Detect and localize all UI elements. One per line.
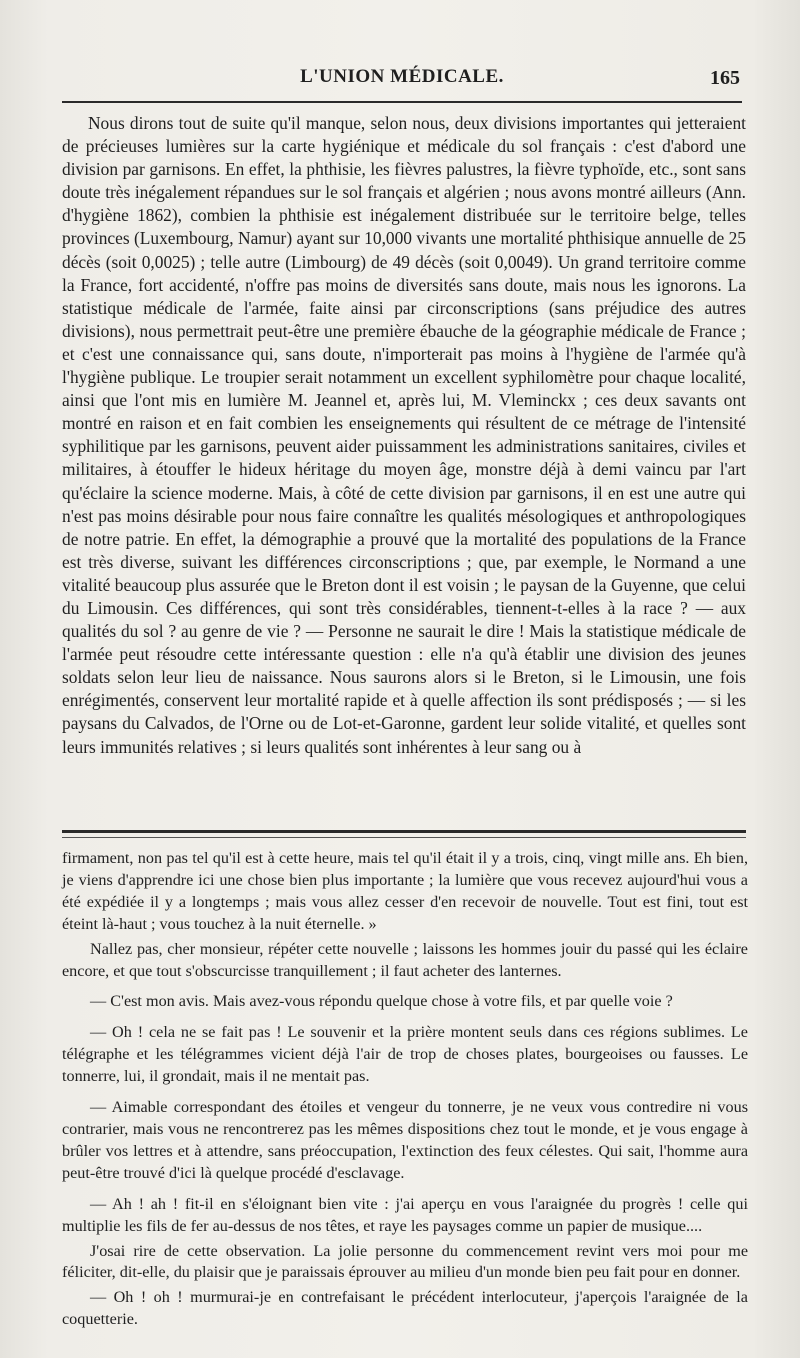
feuilleton-paragraph: — C'est mon avis. Mais avez-vous répondu quelque chose à votre fils, et par quelle voie ? [90, 992, 673, 1011]
feuilleton-rule-thin [62, 837, 746, 838]
article-paragraph: Nous dirons tout de suite qu'il manque, selon nous, deux divisions importantes qui jetteraient de précieuses lumières sur la carte hygiénique et médicale du sol français : c'est d'abord une division par garnisons. En effet, la phthisie, les fièvres palustres, la fièvre typhoïde, etc., sont sans doute très inégalement répandues sur le sol français et algérien ; nous avons montré ailleurs (Ann. d'hygiène 1862), combien la phthisie est inégalement distribuée sur le territoire belge, telles provinces (Luxembourg, Namur) ayant sur 10,000 vivants une mortalité phthisique annuelle de 25 décès (soit 0,0025) ; telle autre (Limbourg) de 49 décès (soit 0,0049). Un grand territoire comme la France, fort accidenté, n'offre pas moins de diversités sans doute, mais nous les ignorons. La statistique médicale de l'armée, faite ainsi par circonscriptions (sans préjudice des autres divisions), nous permettrait peut-être une première ébauche de la géographie médicale de France ; et c'est une connaissance qui, sans doute, n'importerait pas moins à l'hygiène de l'armée qu'à l'hygiène publique. Le troupier serait notamment un excellent syphilomètre pour chaque localité, ainsi que l'ont mis en lumière M. Jeannel et, après lui, M. Vleminckx ; ces deux savants ont montré en raison et en fait combien les enseignements qui résultent de ce métrage de l'intensité syphilitique par les garnisons, peuvent aider puissamment les administrations sanitaires, civiles et militaires, à étouffer le hideux héritage du moyen âge, monstre déjà à demi vaincu par l'art qu'éclaire la science moderne. Mais, à côté de cette division par garnisons, il en est une autre qui n'est pas moins désirable pour nous faire connaître les qualités mésologiques et anthropologiques de notre patrie. En effet, la démographie a prouvé que la mortalité des populations de la France est très diverse, suivant les différences circonscriptions ; que, par exemple, le Normand a une vitalité beaucoup plus assurée que le Breton dont il est voisin ; le paysan de la Guyenne, que celui du Limousin. Ces différences, qui sont très considérables, tiennent-t-elles à la race ? — aux qualités du sol ? au genre de vie ? — Personne ne saurait le dire ! Mais la statistique médicale de l'armée peut résoudre cette intéressante question : elle n'a qu'à établir une division des jeunes soldats selon leur lieu de naissance. Nous saurons alors si le Breton, si le Limousin, une fois enrégimentés, conservent leur mortalité rapide et à quelle affection ils sont prédisposés ; — si les paysans du Calvados, de l'Orne ou de Lot-et-Garonne, gardent leur solide vitalité, et quelles sont leurs immunités relatives ; si leurs qualités sont inhérentes à leur sang ou à [62, 113, 746, 757]
feuilleton-paragraph: — Ah ! ah ! fit-il en s'éloignant bien vite : j'ai aperçu en vous l'araignée du progrès ! celle qui multiplie les fils de fer au-dessus de nos têtes, et raye les paysages comme un papier de musique.... [62, 1194, 748, 1235]
feuilleton-paragraph: — Aimable correspondant des étoiles et vengeur du tonnerre, je ne veux vous contredire ni vous contrarier, mais vous ne rencontrerez pas les mêmes dispositions chez tout le monde, et je vous engage à brûler vos lettres et à attendre, sans préoccupation, l'extinction des feux célestes. Qui sait, l'homme aura peut-être trouvé d'ici là quelque procédé d'esclavage. [62, 1098, 748, 1182]
header-rule [62, 101, 742, 103]
feuilleton-paragraph: Nallez pas, cher monsieur, répéter cette nouvelle ; laissons les hommes jouir du passé qui les éclaire encore, et que tout s'obscurcisse tranquillement ; il faut acheter des lanternes. [62, 939, 748, 980]
feuilleton-paragraph: — Oh ! cela ne se fait pas ! Le souvenir et la prière montent seuls dans ces régions sublimes. Le télégraphe et les télégrammes vicient déjà l'air de trop de choses plates, bourgeoises ou fausses. Le tonnerre, lui, il grondait, mais il ne mentait pas. [62, 1023, 748, 1086]
main-article [62, 112, 746, 759]
page-number: 165 [710, 67, 740, 89]
feuilleton-section [62, 848, 748, 1334]
page-header [62, 66, 742, 96]
feuilleton-rule-thick [62, 830, 746, 833]
feuilleton-paragraph: — Oh ! oh ! murmurai-je en contrefaisant le précédent interlocuteur, j'aperçois l'araignée de la coquetterie. [62, 1288, 748, 1329]
feuilleton-paragraph: J'osai rire de cette observation. La jolie personne du commencement revint vers moi pour me féliciter, dit-elle, du plaisir que je paraissais éprouver au milieu d'un monde bien peu fait pour en donner. [62, 1241, 748, 1282]
feuilleton-paragraph: firmament, non pas tel qu'il est à cette heure, mais tel qu'il était il y a trois, cinq, vingt mille ans. Eh bien, je viens d'apprendre ici une chose bien plus importante ; la lumière que vous recevez aujourd'hui vous a été expédiée il y a longtemps ; mais vous allez cesser d'en recevoir de nouvelle. Tout est fini, tout est éteint là-haut ; vous touchez à la nuit éternelle. » [62, 849, 748, 933]
running-title: L'UNION MÉDICALE. [300, 66, 504, 87]
